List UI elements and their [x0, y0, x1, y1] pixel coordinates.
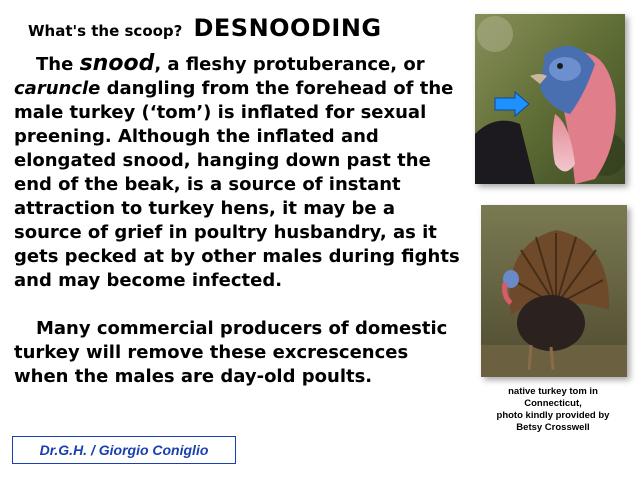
turkey-head-photo: [475, 14, 625, 184]
term-snood: snood: [79, 51, 155, 76]
caption-line-3: photo kindly provided by: [496, 410, 610, 421]
slide-heading: [28, 14, 382, 42]
turkey-head-illustration: [475, 14, 625, 184]
turkey-tom-illustration: [481, 205, 627, 377]
body-text: [14, 52, 464, 389]
paragraph-producers: Many commercial producers of domestic turkey will remove these excrescences when the males are day-old poults.: [14, 318, 448, 387]
paragraph-snood: [14, 52, 464, 293]
caption-line-4: Betsy Crosswell: [516, 422, 590, 433]
heading-scoop: What's the scoop?: [28, 22, 183, 40]
heading-title: DESNOODING: [193, 14, 382, 42]
author-credit: Dr.G.H. / Giorgio Coniglio: [12, 436, 236, 464]
caption-line-2: Connecticut,: [524, 398, 582, 409]
p1-text-end: dangling from the forehead of the male turkey (‘tom’) is inflated for sexual preening. Although the inflated and elongated snood, hanging down past the end of the beak, is a source of instant attraction to turkey hens, it may be a source of grief in poultry husbandry, as it gets pecked at by other males during fights and may become infected.: [14, 78, 460, 291]
term-caruncle: caruncle: [14, 78, 101, 99]
photo-caption: [468, 386, 638, 434]
turkey-tom-photo: [481, 205, 627, 377]
p1-text-start: The: [36, 54, 80, 75]
caption-line-1: native turkey tom in: [508, 386, 598, 397]
p1-text-mid: , a fleshy protuberance, or: [154, 54, 425, 75]
